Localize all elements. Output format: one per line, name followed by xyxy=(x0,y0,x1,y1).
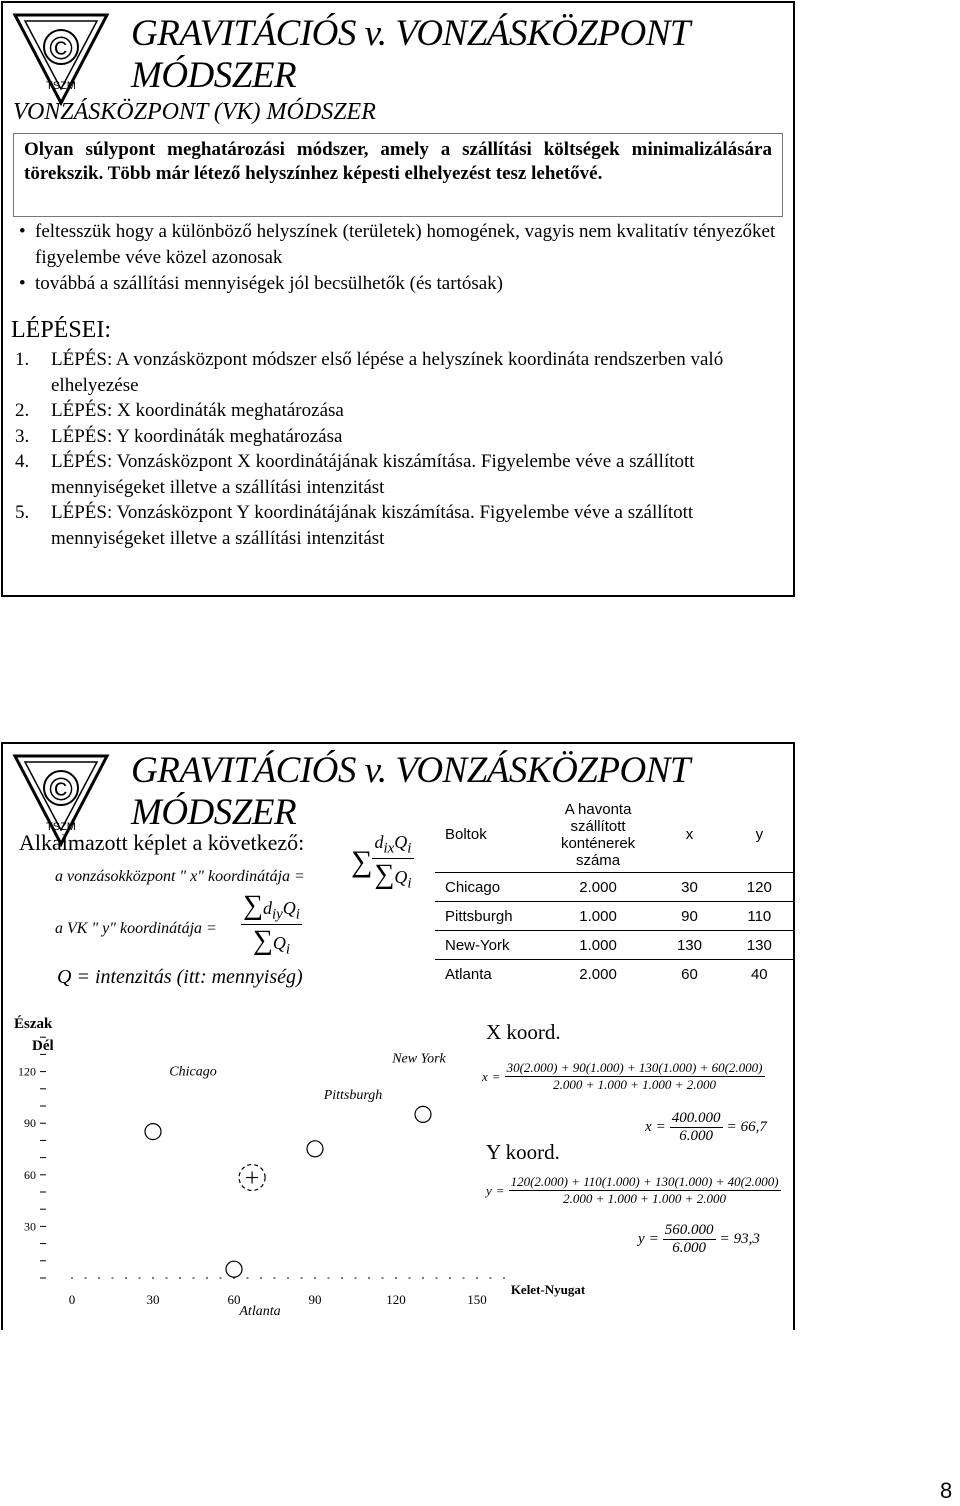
north-label: Észak xyxy=(14,1016,53,1032)
x-tick-label: 30 xyxy=(146,1292,160,1307)
logo-text: TSZM xyxy=(46,821,76,833)
city-marker xyxy=(415,1106,431,1122)
slide-title-line2: MÓDSZER xyxy=(131,55,297,96)
table-header: A havonta szállított konténerek száma xyxy=(560,800,636,869)
x-tick-label: 150 xyxy=(467,1292,487,1307)
x-tick-label: 60 xyxy=(227,1292,241,1307)
step-item: 4. LÉPÉS: Vonzásközpont X koordinátájának kiszámítása. Figyelembe véve a szállított mennyiségeket illetve a szállítási intenzitást xyxy=(15,451,695,498)
table-header: y xyxy=(755,826,764,843)
svg-text:©: © xyxy=(49,771,73,807)
steps-heading: LÉPÉSEI: xyxy=(11,317,111,343)
city-label: Chicago xyxy=(169,1064,217,1080)
bullet-item: • feltesszük hogy a különböző helyszínek (területek) homogének, vagyis nem kvalitatív tényezőket figyelembe véve közel azonosak xyxy=(15,219,793,271)
definition-box xyxy=(13,133,783,217)
stores-table xyxy=(435,797,793,988)
formula-y-label: a VK " y" koordinátája = xyxy=(55,920,217,937)
formula-x-label: a vonzásokközpont " x" koordinátája = xyxy=(55,868,305,885)
x-coord-heading: X koord. xyxy=(486,1020,561,1044)
formula-intro: Alkalmazott képlet a következő: xyxy=(19,830,305,855)
y-formula: y = $\frac{120(2.000) + 110(1.000) + 130(1.000) + 40(2.000)}{2.000 + 1.000 + 1.000 + 2.000}$ xyxy=(486,1174,779,1206)
step-item: 3. LÉPÉS: Y koordináták meghatározása xyxy=(15,425,343,447)
slide-title-line1: GRAVITÁCIÓS v. VONZÁSKÖZPONT xyxy=(131,13,690,54)
slide-1 xyxy=(1,1,795,597)
x-tick-label: 120 xyxy=(386,1292,406,1307)
table-row: Atlanta 2.000 60 40 xyxy=(435,960,793,989)
city-marker xyxy=(145,1124,161,1140)
x-result: x = $\frac{400.000}{6.000}$ = 66,7 xyxy=(645,1110,767,1144)
y-tick-label: 60 xyxy=(24,1167,36,1182)
bullet-item: • továbbá a szállítási mennyiségek jól becsülhetők (és tartósak) xyxy=(15,271,793,297)
east-west-label: Kelet-Nyugat xyxy=(510,1282,586,1297)
x-formula: x = $\frac{30(2.000) + 90(1.000) + 130(1.000) + 60(2.000)}{2.000 + 1.000 + 1.000 + 2.000}$ xyxy=(482,1060,763,1092)
table-header-row xyxy=(435,797,793,873)
step-item: 5. LÉPÉS: Vonzásközpont Y koordinátájának kiszámítása. Figyelembe véve a szállított mennyiségeket illetve a szállítási intenzitást xyxy=(15,502,694,549)
chart-marks xyxy=(145,1051,447,1319)
city-marker xyxy=(226,1261,242,1277)
steps-list xyxy=(15,347,785,551)
step-item: 1. LÉPÉS: A vonzásközpont módszer első lépése a helyszínek koordináta rendszerben való elhelyezése xyxy=(15,349,724,396)
page-number: 8 xyxy=(940,1478,953,1503)
y-tick-label: 30 xyxy=(24,1219,36,1234)
q-definition: Q = intenzitás (itt: mennyiség) xyxy=(57,966,303,988)
formula-x-fraction: ∑ $\frac{d_{ix}Q_i}{\sum Q_i}$ xyxy=(351,832,412,892)
formula-y-fraction: $\frac{\sum d_{iy}Q_i}{\sum Q_i}$ xyxy=(243,890,300,958)
step-item: 2. LÉPÉS: X koordináták meghatározása xyxy=(15,400,344,421)
south-label: Dél xyxy=(32,1038,54,1054)
subtitle: VONZÁSKÖZPONT (VK) MÓDSZER xyxy=(13,99,376,125)
table-header: x xyxy=(685,826,694,843)
city-label: Atlanta xyxy=(239,1304,281,1320)
table-row: Pittsburgh 1.000 90 110 xyxy=(435,902,793,931)
city-label: Pittsburgh xyxy=(323,1087,383,1103)
y-result: y = $\frac{560.000}{6.000}$ = 93,3 xyxy=(638,1222,760,1256)
logo-text: TSZM xyxy=(46,80,76,92)
tszm-logo-icon xyxy=(11,11,111,107)
assumption-list xyxy=(15,219,793,297)
y-tick-label: 90 xyxy=(24,1116,36,1131)
y-tick-label: 120 xyxy=(18,1064,36,1079)
table-row: Chicago 2.000 30 120 xyxy=(435,873,793,902)
y-coord-heading: Y koord. xyxy=(486,1140,560,1164)
x-tick-label: 90 xyxy=(308,1292,322,1307)
x-tick-label: 0 xyxy=(68,1292,76,1307)
city-label: New York xyxy=(392,1051,446,1067)
slide-title-line2: MÓDSZER xyxy=(131,792,297,833)
svg-text:©: © xyxy=(49,30,73,66)
definition-text: Olyan súlypont meghatározási módszer, amely a szállítási költségek minimalizálására törekszik. Több már létező helyszínhez képesti elhelyezést tesz lehetővé. xyxy=(24,139,772,184)
table-row: New-York 1.000 130 130 xyxy=(435,931,793,960)
city-marker xyxy=(307,1141,323,1157)
slide-title-line1: GRAVITÁCIÓS v. VONZÁSKÖZPONT xyxy=(131,750,690,791)
table-header: Boltok xyxy=(445,826,487,843)
